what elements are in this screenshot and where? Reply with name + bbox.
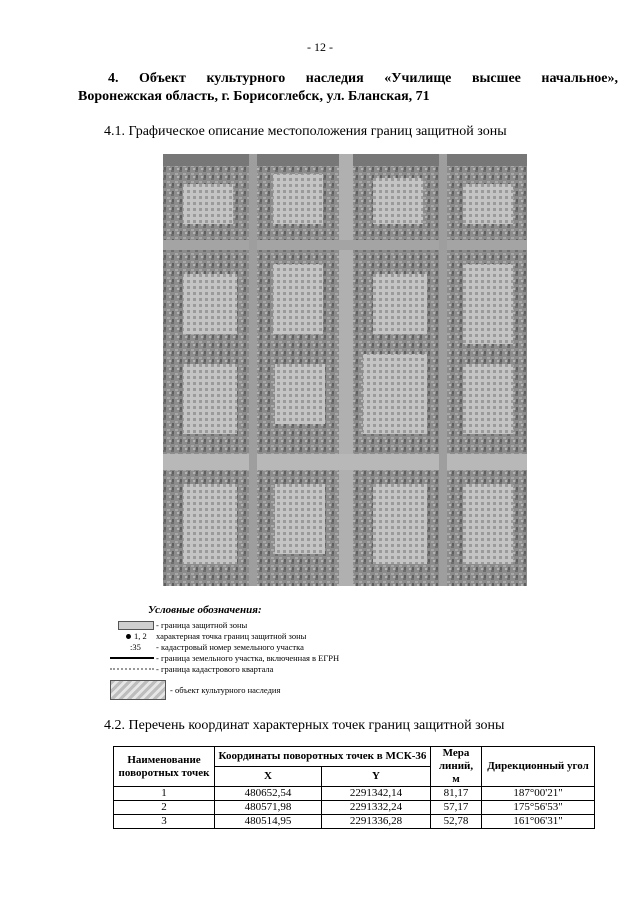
legend-item <box>110 680 490 700</box>
map-legend <box>110 604 490 701</box>
heritage-object-swatch <box>110 680 166 700</box>
page-number: - 12 - <box>307 40 333 54</box>
cell-length: 81,17 <box>431 787 482 801</box>
subsection-title-graphic: 4.1. Графическое описание местоположения границ защитной зоны <box>104 124 507 139</box>
legend-item-text: - граница кадастрового квартала <box>156 664 274 674</box>
cell-direction: 161°06'31" <box>482 815 595 829</box>
col-header-x: X <box>215 767 322 787</box>
legend-item <box>110 642 490 652</box>
cell-y: 2291336,28 <box>322 815 431 829</box>
land-boundary-line-swatch <box>110 657 154 659</box>
cell-y: 2291332,24 <box>322 801 431 815</box>
cell-length: 52,78 <box>431 815 482 829</box>
cell-x: 480652,54 <box>215 787 322 801</box>
point-dot-icon <box>126 634 131 639</box>
cell-point: 3 <box>114 815 215 829</box>
legend-item-text: - объект культурного наследия <box>170 685 281 695</box>
map-raster <box>163 154 527 586</box>
heading-word: высшее <box>471 71 521 86</box>
heading-word: начальное», <box>541 71 618 86</box>
legend-item <box>110 631 490 641</box>
heading-word: 4. <box>108 71 119 86</box>
legend-item-text: - граница земельного участка, включенная в ЕГРН <box>156 653 340 663</box>
legend-title: Условные обозначения: <box>148 604 262 616</box>
legend-point-label: 1, 2 <box>134 631 147 641</box>
heading-word: наследия <box>305 71 364 86</box>
cell-direction: 175°56'53" <box>482 801 595 815</box>
table-row <box>114 815 595 829</box>
cell-x: 480514,95 <box>215 815 322 829</box>
heading-line-1 <box>78 70 618 88</box>
legend-item-text: - граница защитной зоны <box>156 620 248 630</box>
heading-word: культурного <box>206 71 286 86</box>
col-header-coords: Координаты поворотных точек в МСК-36 <box>215 747 431 767</box>
quarter-boundary-swatch <box>110 668 154 670</box>
coordinates-table <box>113 746 595 829</box>
legend-item <box>110 664 490 674</box>
cell-point: 2 <box>114 801 215 815</box>
col-header-y: Y <box>322 767 431 787</box>
location-map-image <box>163 154 527 586</box>
zone-boundary-swatch <box>118 621 154 630</box>
col-header-length: Мера линий, м <box>431 747 482 787</box>
legend-item <box>110 620 490 630</box>
cell-length: 57,17 <box>431 801 482 815</box>
col-header-point: Наименование поворотных точек <box>114 747 215 787</box>
table-row <box>114 787 595 801</box>
legend-item-text: - кадастровый номер земельного участка <box>156 642 304 652</box>
legend-item <box>110 653 490 663</box>
legend-item-text: характерная точка границ защитной зоны <box>156 631 307 641</box>
cell-x: 480571,98 <box>215 801 322 815</box>
section-heading <box>78 70 618 106</box>
heading-word: «Училище <box>384 71 452 86</box>
cell-y: 2291342,14 <box>322 787 431 801</box>
col-header-direction: Дирекционный угол <box>482 747 595 787</box>
subsection-title-coordinates: 4.2. Перечень координат характерных точек границ защитной зоны <box>104 718 505 733</box>
cell-point: 1 <box>114 787 215 801</box>
cell-direction: 187°00'21" <box>482 787 595 801</box>
heading-word: Объект <box>139 71 186 86</box>
heading-line-2: Воронежская область, г. Борисоглебск, ул. Бланская, 71 <box>78 89 430 104</box>
table-row <box>114 801 595 815</box>
legend-cad-label: :35 <box>130 642 141 652</box>
